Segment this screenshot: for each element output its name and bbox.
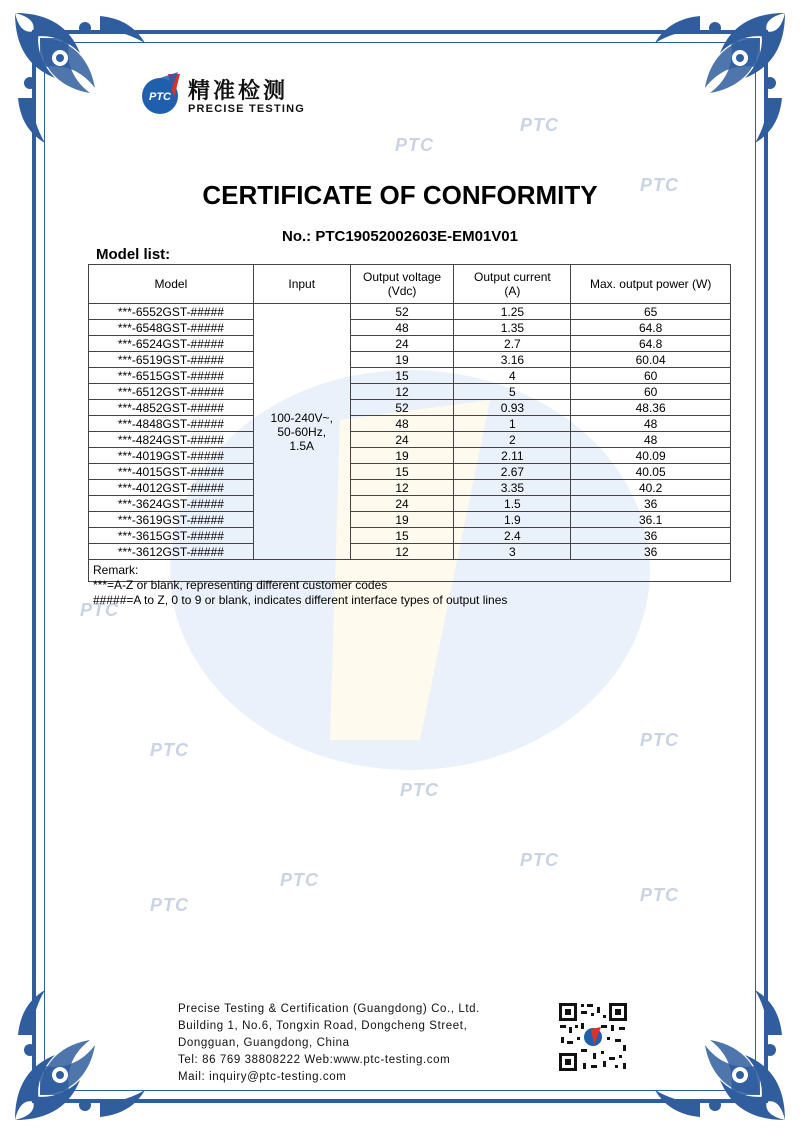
current-cell: 3.16 — [454, 352, 571, 368]
table-row — [89, 368, 731, 384]
voltage-cell: 12 — [350, 544, 454, 560]
voltage-cell: 15 — [350, 528, 454, 544]
voltage-cell: 24 — [350, 336, 454, 352]
current-cell: 3 — [454, 544, 571, 560]
footer-address-line-1: Building 1, No.6, Tongxin Road, Dongcheng Street, — [178, 1020, 468, 1032]
watermark-text: PTC — [640, 175, 679, 195]
table-row — [89, 384, 731, 400]
table-row — [89, 320, 731, 336]
footer-address-line-2: Dongguan, Guangdong, China — [178, 1037, 350, 1049]
current-cell: 3.35 — [454, 480, 571, 496]
model-cell: ***-3619GST-##### — [89, 512, 254, 528]
power-cell: 36.1 — [571, 512, 731, 528]
model-cell: ***-3612GST-##### — [89, 544, 254, 560]
model-cell: ***-6524GST-##### — [89, 336, 254, 352]
current-cell: 5 — [454, 384, 571, 400]
table-row — [89, 544, 731, 560]
power-cell: 36 — [571, 528, 731, 544]
current-cell: 2 — [454, 432, 571, 448]
model-cell: ***-3624GST-##### — [89, 496, 254, 512]
model-cell: ***-6552GST-##### — [89, 304, 254, 320]
power-cell: 60 — [571, 368, 731, 384]
table-row — [89, 352, 731, 368]
current-cell: 1 — [454, 416, 571, 432]
header-input: Input — [253, 265, 350, 304]
power-cell: 48 — [571, 416, 731, 432]
current-cell: 1.5 — [454, 496, 571, 512]
ptc-badge-icon — [138, 70, 186, 118]
footer-contact: Tel: 86 769 38808222 Web:www.ptc-testing.com — [178, 1054, 451, 1066]
power-cell: 60.04 — [571, 352, 731, 368]
voltage-cell: 19 — [350, 352, 454, 368]
power-cell: 48.36 — [571, 400, 731, 416]
power-cell: 65 — [571, 304, 731, 320]
footer-mail: Mail: inquiry@ptc-testing.com — [178, 1071, 347, 1083]
table-row — [89, 528, 731, 544]
model-cell: ***-3615GST-##### — [89, 528, 254, 544]
power-cell: 48 — [571, 432, 731, 448]
power-cell: 60 — [571, 384, 731, 400]
header-max-output-power: Max. output power (W) — [571, 265, 731, 304]
power-cell: 64.8 — [571, 320, 731, 336]
current-cell: 2.7 — [454, 336, 571, 352]
model-cell: ***-4015GST-##### — [89, 464, 254, 480]
table-row — [89, 448, 731, 464]
current-cell: 4 — [454, 368, 571, 384]
table-row — [89, 432, 731, 448]
voltage-cell: 19 — [350, 448, 454, 464]
voltage-cell: 15 — [350, 368, 454, 384]
header-output-current: Output current (A) — [454, 265, 571, 304]
watermark-text: PTC — [80, 600, 119, 620]
watermark-text: PTC — [395, 135, 434, 155]
logo-name-english: PRECISE TESTING — [188, 103, 306, 115]
table-header-row — [89, 265, 731, 304]
remark-label: Remark: — [93, 563, 139, 577]
remark-row — [89, 560, 731, 582]
watermark-text: PTC — [280, 870, 319, 890]
model-table — [88, 264, 731, 607]
footer-company: Precise Testing & Certification (Guangdong) Co., Ltd. — [178, 1003, 480, 1015]
company-logo — [138, 70, 338, 120]
voltage-cell: 12 — [350, 480, 454, 496]
current-cell: 1.25 — [454, 304, 571, 320]
remark-line-1: ***=A-Z or blank, representing different customer codes — [93, 578, 388, 592]
watermark-text: PTC — [640, 885, 679, 905]
voltage-cell: 19 — [350, 512, 454, 528]
table-row — [89, 480, 731, 496]
current-cell: 0.93 — [454, 400, 571, 416]
model-cell: ***-6519GST-##### — [89, 352, 254, 368]
qr-code-icon — [557, 1001, 629, 1073]
table-row — [89, 304, 731, 320]
table-row — [89, 512, 731, 528]
current-cell: 2.4 — [454, 528, 571, 544]
watermark-text: PTC — [400, 780, 439, 800]
corner-ornament-bottom-right — [640, 975, 790, 1125]
certificate-number: No.: PTC19052002603E-EM01V01 — [282, 228, 518, 245]
model-cell: ***-6512GST-##### — [89, 384, 254, 400]
voltage-cell: 24 — [350, 432, 454, 448]
watermark-text: PTC — [150, 740, 189, 760]
footer-contact-block — [178, 1001, 480, 1086]
power-cell: 40.2 — [571, 480, 731, 496]
model-cell: ***-4852GST-##### — [89, 400, 254, 416]
logo-name-chinese: 精准检测 — [188, 79, 289, 104]
current-cell: 1.9 — [454, 512, 571, 528]
remark-line-2: #####=A to Z, 0 to 9 or blank, indicates different interface types of output lines — [93, 593, 508, 607]
power-cell: 36 — [571, 544, 731, 560]
voltage-cell: 52 — [350, 304, 454, 320]
badge-text: PTC — [149, 91, 171, 103]
corner-ornament-top-right — [640, 8, 790, 158]
table-row — [89, 400, 731, 416]
corner-ornament-bottom-left — [10, 975, 160, 1125]
model-list-label: Model list: — [96, 246, 171, 263]
table-row — [89, 496, 731, 512]
watermark-text: PTC — [640, 730, 679, 750]
voltage-cell: 24 — [350, 496, 454, 512]
header-model: Model — [89, 265, 254, 304]
model-cell: ***-4012GST-##### — [89, 480, 254, 496]
power-cell: 36 — [571, 496, 731, 512]
current-cell: 1.35 — [454, 320, 571, 336]
current-cell: 2.11 — [454, 448, 571, 464]
voltage-cell: 48 — [350, 320, 454, 336]
certificate-title: CERTIFICATE OF CONFORMITY — [202, 180, 598, 210]
voltage-cell: 12 — [350, 384, 454, 400]
model-cell: ***-6515GST-##### — [89, 368, 254, 384]
table-row — [89, 416, 731, 432]
watermark-text: PTC — [150, 895, 189, 915]
current-cell: 2.67 — [454, 464, 571, 480]
power-cell: 40.05 — [571, 464, 731, 480]
input-spec-cell: 100-240V~, 50-60Hz, 1.5A — [253, 304, 350, 560]
voltage-cell: 52 — [350, 400, 454, 416]
voltage-cell: 15 — [350, 464, 454, 480]
model-cell: ***-6548GST-##### — [89, 320, 254, 336]
table-row — [89, 464, 731, 480]
model-cell: ***-4848GST-##### — [89, 416, 254, 432]
power-cell: 64.8 — [571, 336, 731, 352]
voltage-cell: 48 — [350, 416, 454, 432]
watermark-text: PTC — [520, 115, 559, 135]
power-cell: 40.09 — [571, 448, 731, 464]
model-cell: ***-4824GST-##### — [89, 432, 254, 448]
header-output-voltage: Output voltage (Vdc) — [350, 265, 454, 304]
table-row — [89, 336, 731, 352]
remark-cell — [89, 560, 731, 607]
model-cell: ***-4019GST-##### — [89, 448, 254, 464]
watermark-text: PTC — [520, 850, 559, 870]
